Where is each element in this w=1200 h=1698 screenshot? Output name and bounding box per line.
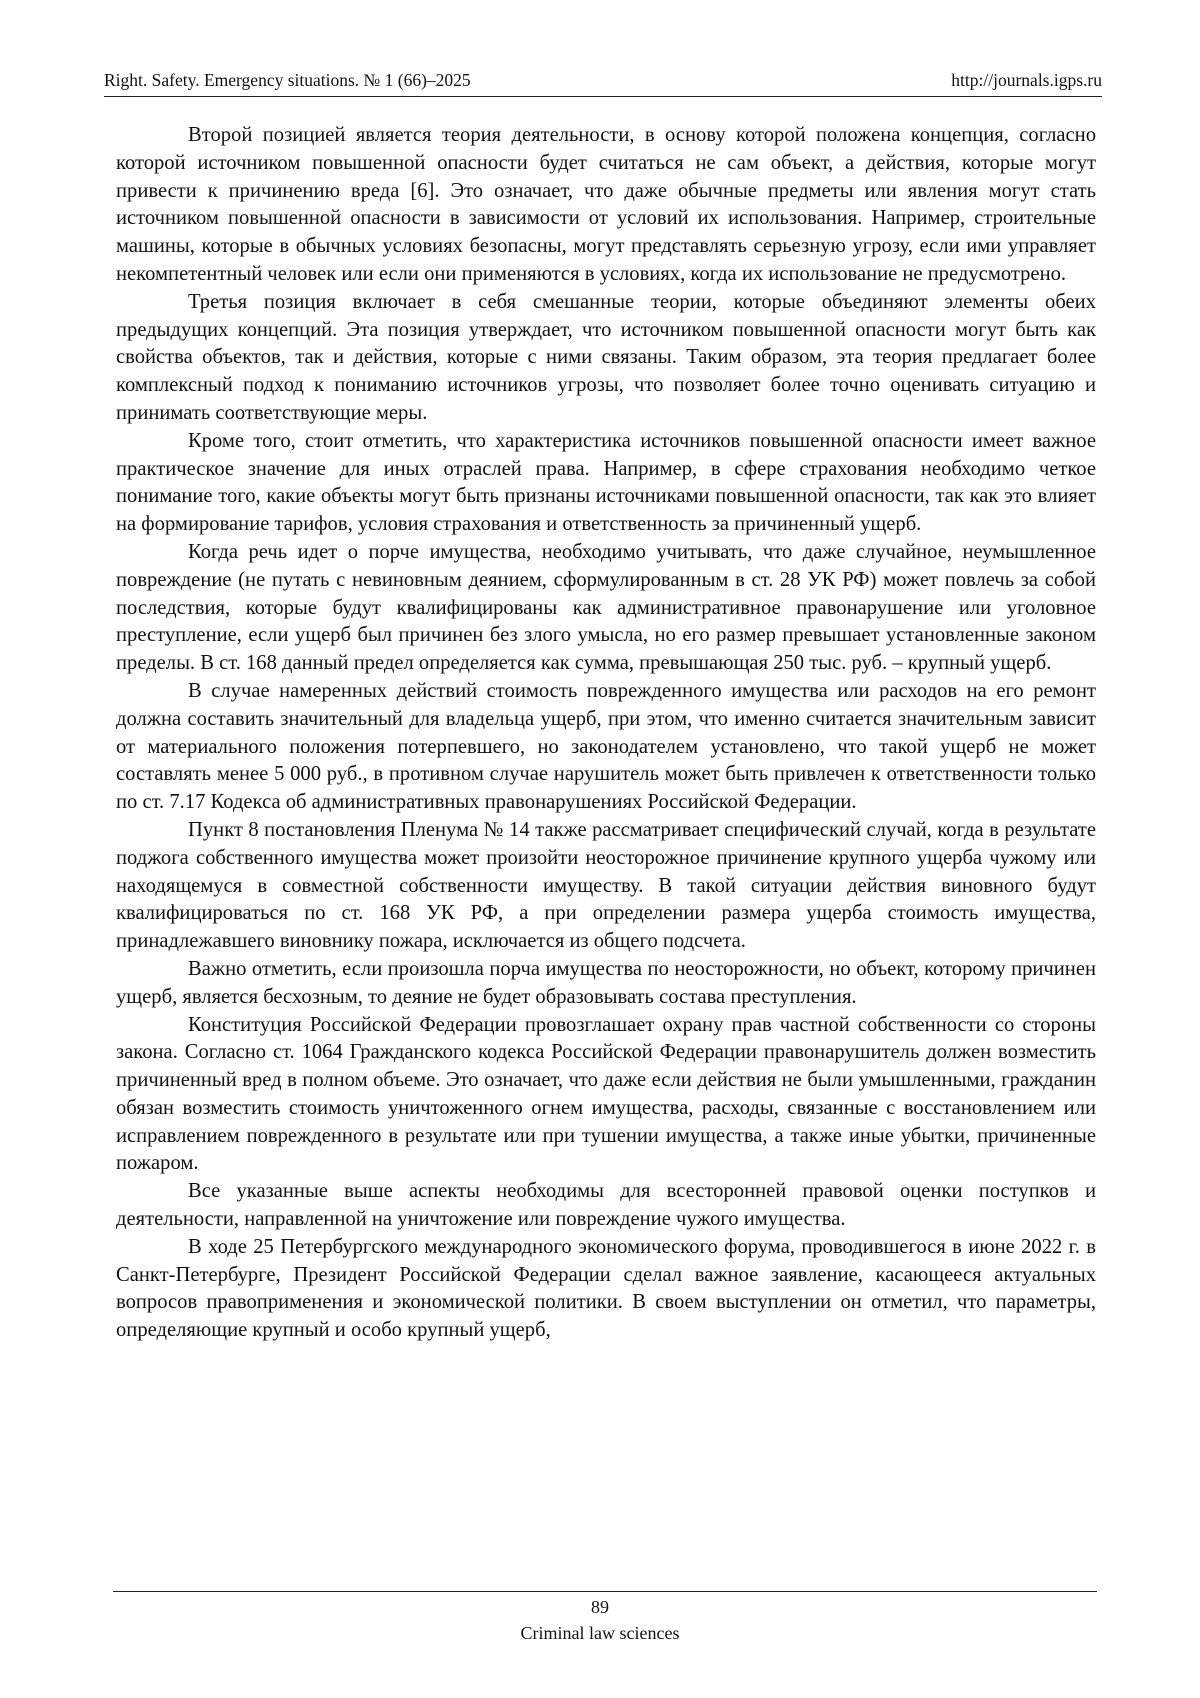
paragraph: Второй позицией является теория деятельности, в основу которой положена концепция, согласно которой источником повышенной опасности будет считаться не сам объект, а действия, которые могут привести к причинению вреда [6]. Это означает, что даже обычные предметы или явления могут стать источником повышенной опасности в зависимости от условий их использования. Например, строительные машины, которые в обычных условиях безопасны, могут представлять серьезную угрозу, если ими управляет некомпетентный человек или если они применяются в условиях, когда их использование не предусмотрено. [116,124,1096,285]
paragraph: Кроме того, стоит отметить, что характеристика источников повышенной опасности имеет важное практическое значение для иных отраслей права. Например, в сфере страхования необходимо четкое понимание того, какие объекты могут быть признаны источниками повышенной опасности, так как это влияет на формирование тарифов, условия страхования и ответственность за причиненный ущерб. [116,429,1096,536]
footer-divider [113,1591,1097,1592]
page-number: 89 [591,1597,609,1617]
journal-url-link[interactable]: http://journals.igps.ru [951,70,1102,90]
paragraph: Важно отметить, если произошла порча имущества по неосторожности, но объект, которому причинен ущерб, является бесхозным, то деяние не будет образовывать состава преступления. [116,957,1096,1008]
journal-title: Right. Safety. Emergency situations. № 1 (66)–2025 [104,70,471,90]
paragraph: Все указанные выше аспекты необходимы для всесторонней правовой оценки поступков и деятельности, направленной на уничтожение или повреждение чужого имущества. [116,1180,1096,1231]
section-name: Criminal law sciences [520,1623,680,1643]
paragraph: Третья позиция включает в себя смешанные теории, которые объединяют элементы обеих предыдущих концепций. Эта позиция утверждает, что источником повышенной опасности могут быть как свойства объектов, так и действия, которые с ними связаны. Таким образом, эта теория предлагает более комплексный подход к пониманию источников угрозы, что позволяет более точно оценивать ситуацию и принимать соответствующие меры. [116,290,1096,424]
paragraph: Пункт 8 постановления Пленума № 14 также рассматривает специфический случай, когда в результате поджога собственного имущества может произойти неосторожное причинение крупного ущерба чужому или находящемуся в совместной собственности имуществу. В такой ситуации действия виновного будут квалифицироваться по ст. 168 УК РФ, а при определении размера ущерба стоимость имущества, принадлежавшего виновнику пожара, исключается из общего подсчета. [116,818,1096,953]
article-body [116,122,1096,1345]
running-header [104,68,1102,97]
paragraph: В случае намеренных действий стоимость поврежденного имущества или расходов на его ремонт должна составить значительный для владельца ущерб, при этом, что именно считается значительным зависит от материального положения потерпевшего, но законодателем установлено, что такой ущерб не может составлять менее 5 000 руб., в противном случае нарушитель может быть привлечен к ответственности только по ст. 7.17 Кодекса об административных правонарушениях Российской Федерации. [116,679,1096,814]
paragraph: Конституция Российской Федерации провозглашает охрану прав частной собственности со стороны закона. Согласно ст. 1064 Гражданского кодекса Российской Федерации правонарушитель должен возместить причиненный вред в полном объеме. Это означает, что даже если действия не были умышленными, гражданин обязан возместить стоимость уничтоженного огнем имущества, расходы, связанные с восстановлением или исправлением поврежденного в результате или при тушении имущества, а также иные убытки, причиненные пожаром. [116,1013,1096,1175]
paragraph: Когда речь идет о порче имущества, необходимо учитывать, что даже случайное, неумышленное повреждение (не путать с невиновным деянием, сформулированным в ст. 28 УК РФ) может повлечь за собой последствия, которые будут квалифицированы как административное правонарушение или уголовное преступление, если ущерб был причинен без злого умысла, но его размер превышает установленные законом пределы. В ст. 168 данный предел определяется как сумма, превышающая 250 тыс. руб. – крупный ущерб. [116,540,1096,675]
paragraph: В ходе 25 Петербургского международного экономического форума, проводившегося в июне 2022 г. в Санкт-Петербурге, Президент Российской Федерации сделал важное заявление, касающееся актуальных вопросов правоприменения и экономической политики. В своем выступлении он отметил, что параметры, определяющие крупный и особо крупный ущерб, [116,1235,1096,1342]
